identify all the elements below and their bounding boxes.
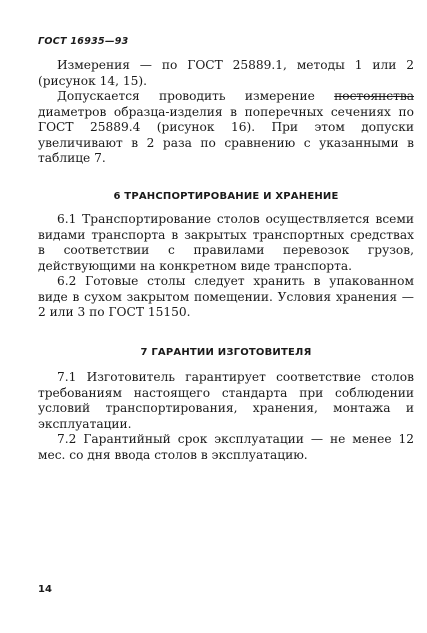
page-number: 14 (38, 584, 52, 595)
tolerance-strikethrough-word: постоянства (334, 89, 414, 103)
tolerance-text-start: Допускается проводить измерение (57, 89, 335, 103)
section-7-title: 7 ГАРАНТИИ ИЗГОТОВИТЕЛЯ (140, 346, 312, 358)
document-header-code: ГОСТ 16935—93 (38, 36, 129, 47)
section-6-title: 6 ТРАНСПОРТИРОВАНИЕ И ХРАНЕНИЕ (113, 190, 339, 202)
paragraph-7-1: 7.1 Изготовитель гарантирует соответствие столов требованиям настоящего стандарта при соблюдении условий транспортирования, хранения, монтажа и эксплуатации. (38, 370, 414, 431)
paragraph-measurement: Измерения — по ГОСТ 25889.1, методы 1 или 2 (рисунок 14, 15). (38, 58, 414, 88)
paragraph-6-2: 6.2 Готовые столы следует хранить в упакованном виде в сухом закрытом помещении. Условия хранения — 2 или 3 по ГОСТ 15150. (38, 274, 414, 319)
tolerance-text-end: диаметров образца-изделия в поперечных сечениях по ГОСТ 25889.4 (рисунок 16). При этом допуски увеличивают в 2 раза по сравнению с указанными в таблице 7. (38, 104, 414, 165)
paragraph-6-1: 6.1 Транспортирование столов осуществляется всеми видами транспорта в закрытых транспортных средствах в соответствии с правилами перевозок грузов, действующими на конкретном виде транспорта. (38, 212, 414, 273)
document-body (38, 58, 414, 463)
paragraph-7-2: 7.2 Гарантийный срок эксплуатации — не менее 12 мес. со дня ввода столов в эксплуатацию. (38, 432, 414, 462)
paragraph-tolerance (38, 89, 414, 167)
